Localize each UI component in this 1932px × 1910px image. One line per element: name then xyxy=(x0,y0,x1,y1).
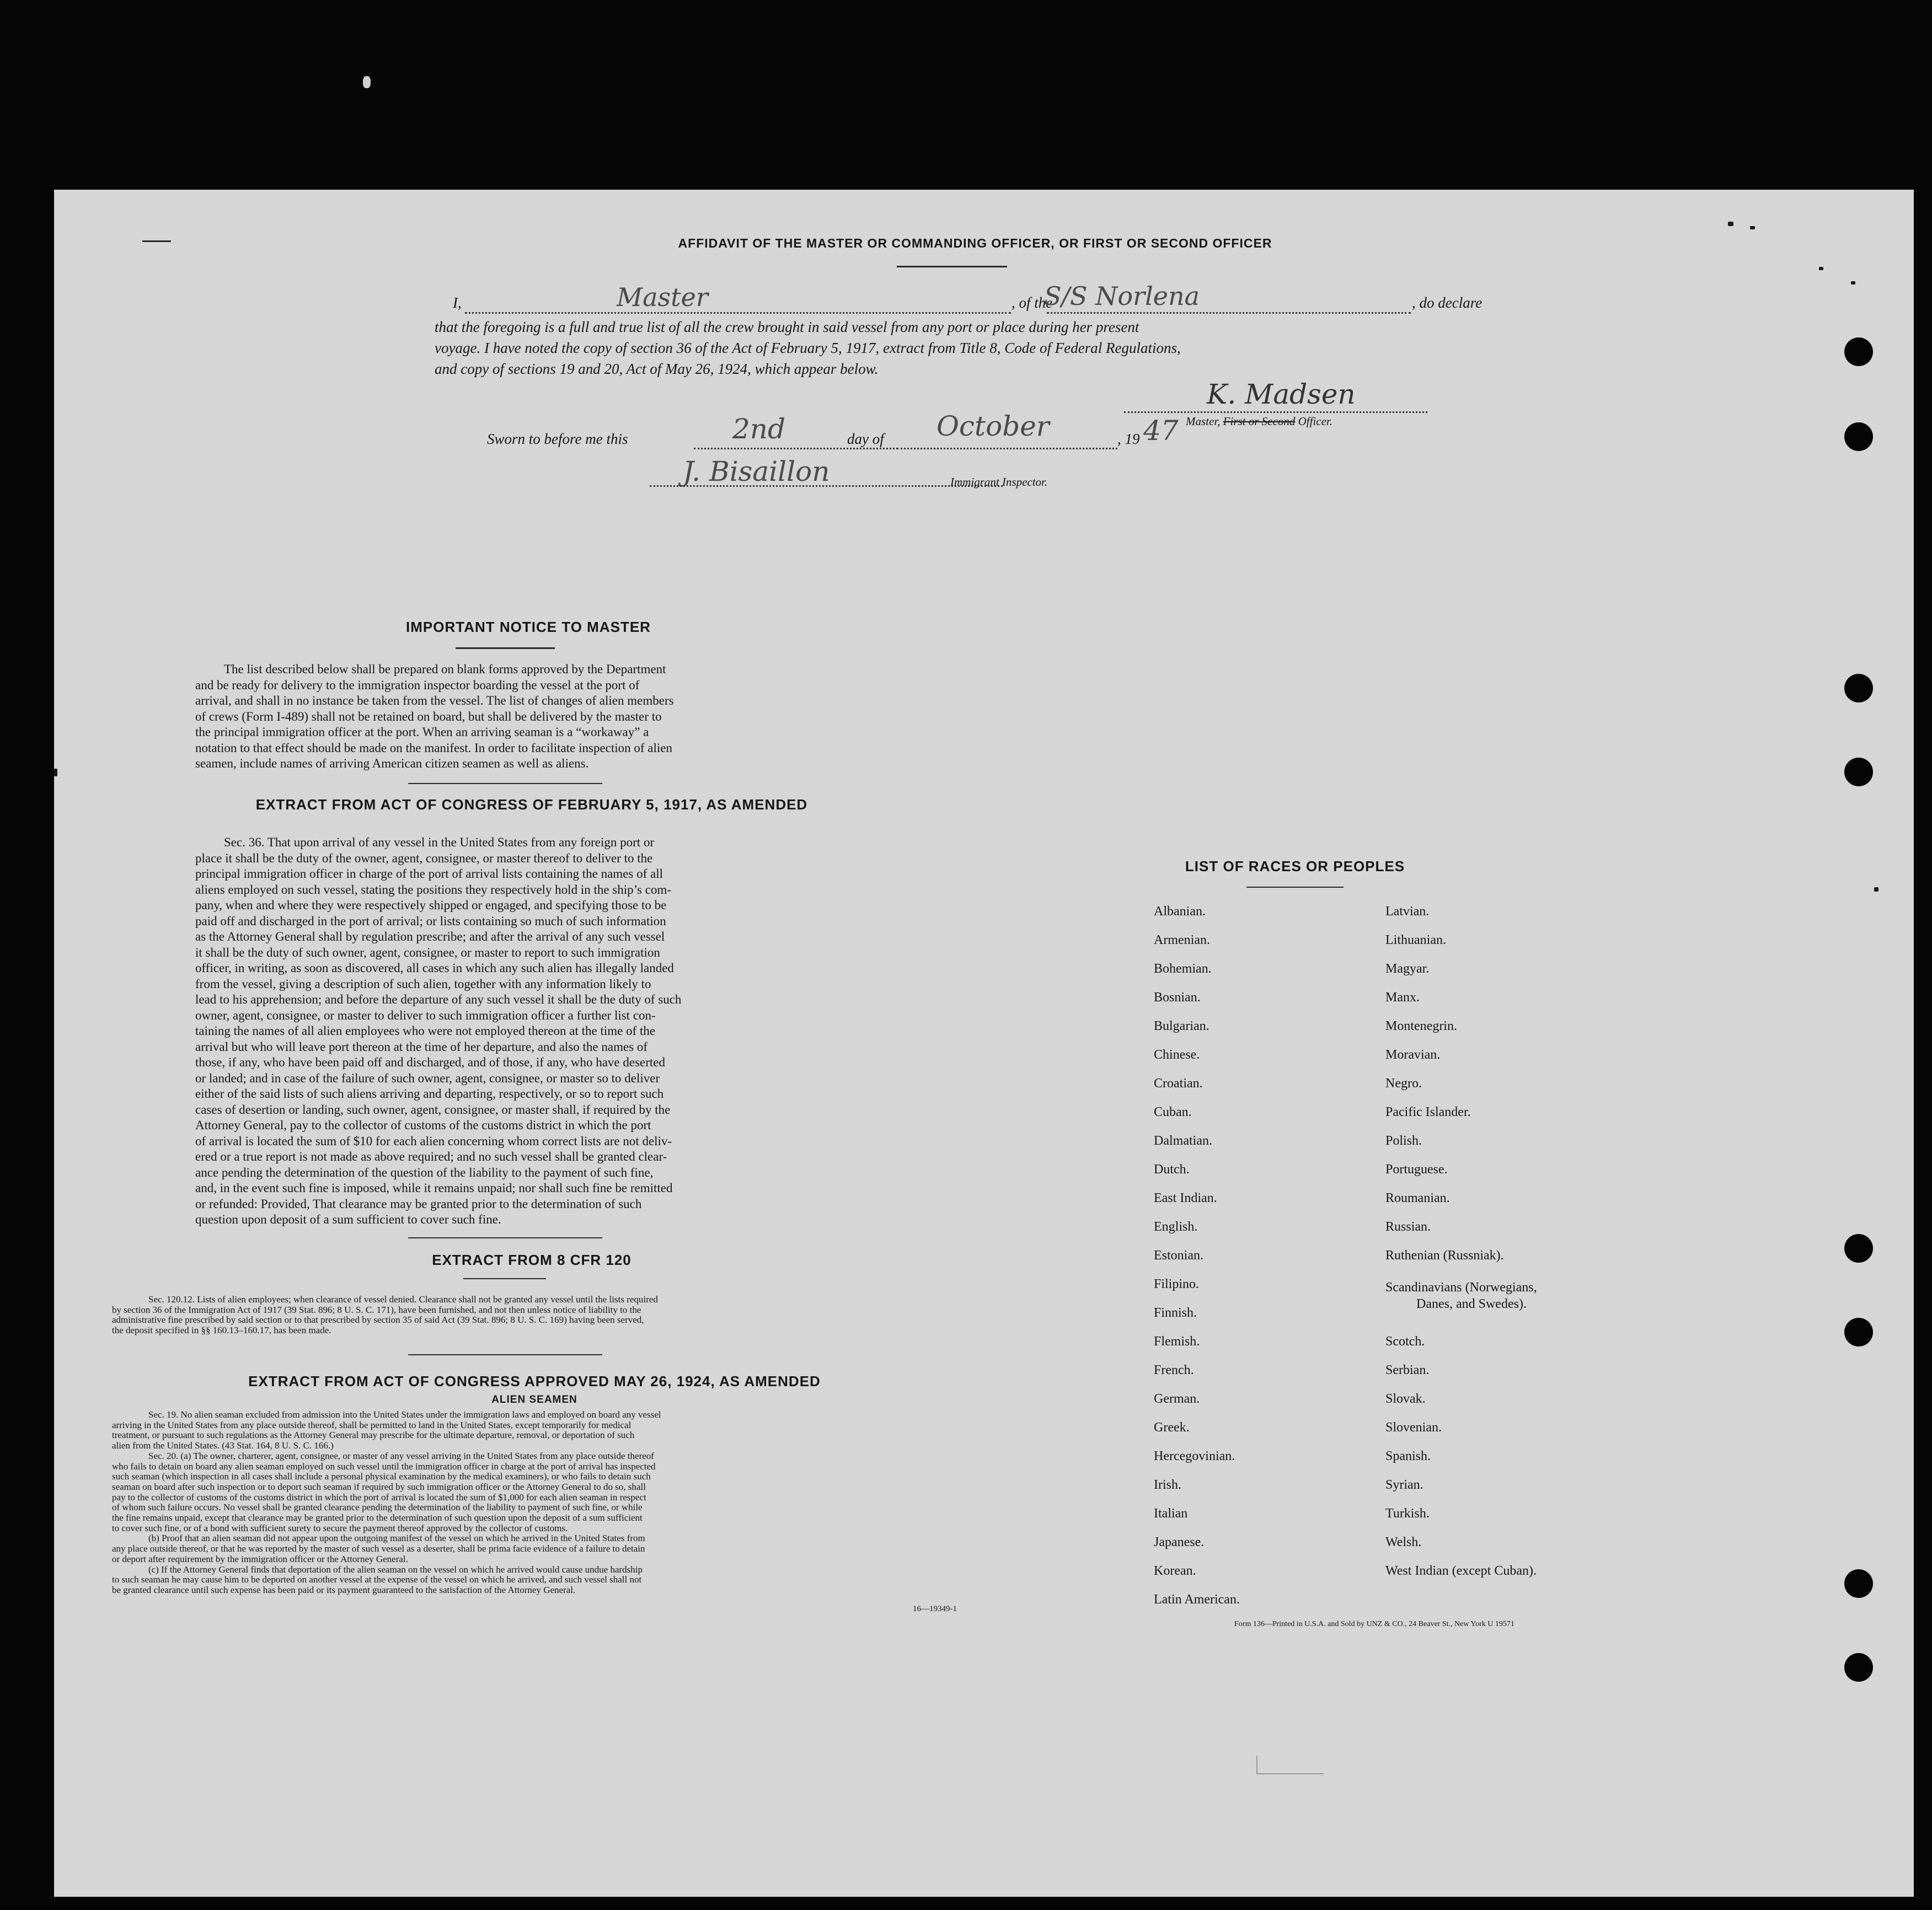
sworn-day-handwritten: 2nd xyxy=(732,413,786,445)
extract-1924-line: or deport after requirement by the immigration officer or the Attorney General. xyxy=(112,1553,408,1564)
extract-1917-line: or landed; and in case of the failure of such owner, agent, consignee, or master so to deliver xyxy=(195,1071,660,1085)
race-item: Pacific Islander. xyxy=(1385,1105,1471,1119)
punch-hole xyxy=(1844,758,1873,786)
extract-1917-line: pany, when and where they were respectively shipped or engaged, and specifying those to be xyxy=(195,898,667,912)
race-item: Moravian. xyxy=(1385,1048,1441,1062)
punch-hole xyxy=(1844,1234,1873,1263)
race-item: Danes, and Swedes). xyxy=(1416,1297,1527,1311)
extract-cfr-text xyxy=(112,1295,957,1336)
extract-1924-line: who fails to detain on board any alien seaman employed on such vessel until the immigration officer in charge at the port of arrival has inspected xyxy=(112,1461,656,1472)
speck xyxy=(1728,222,1733,226)
race-item: Manx. xyxy=(1385,990,1420,1005)
extract-1924-line: treatment, or pursuant to such regulations as the Attorney General may prescribe for the ultimate departure, removal, or deportation of such xyxy=(112,1430,635,1441)
inspector-signature: J. Bisaillon xyxy=(683,455,830,487)
extract-1917-end-rule xyxy=(408,1237,602,1238)
extract-1924-line: to such seaman he may cause him to be deported on another vessel at the expense of the vessel on which he arrived, and such vessel shall not xyxy=(112,1574,642,1585)
of-the-label: , of the xyxy=(1012,294,1053,311)
extract-1917-line: lead to his apprehension; and before the departure of any such vessel it shall be the duty of such xyxy=(195,992,682,1006)
i-label: I, xyxy=(453,294,462,311)
race-item: Filipino. xyxy=(1154,1277,1200,1291)
extract-1917-line: ered or a true report is not made as above required; and no such vessel shall be granted clear- xyxy=(195,1150,667,1163)
race-item: Scandinavians (Norwegians, xyxy=(1385,1280,1537,1295)
notice-line: seamen, include names of arriving American citizen seamen as well as aliens. xyxy=(195,757,589,770)
race-item: Armenian. xyxy=(1154,933,1210,947)
extract-cfr-line: the deposit specified in §§ 160.13–160.17, has been made. xyxy=(112,1325,331,1336)
race-item: Ruthenian (Russniak). xyxy=(1385,1248,1504,1263)
punch-hole xyxy=(1844,1569,1873,1598)
race-item: Dutch. xyxy=(1154,1162,1190,1177)
extract-cfr-title-rule xyxy=(463,1278,546,1279)
extract-1924-line: be granted clearance until such expense has been paid or its payment guaranteed to the satisfaction of the Attorney General. xyxy=(112,1584,576,1595)
race-item: Flemish. xyxy=(1154,1334,1200,1349)
extract-1924-subtitle: ALIEN SEAMEN xyxy=(491,1394,577,1405)
affidavit-line-3: voyage. I have noted the copy of section 36 of the Act of February 5, 1917, extract from Title 8, Code of Federal Regulations, xyxy=(435,340,1181,356)
race-item: Bosnian. xyxy=(1154,990,1201,1005)
race-item: Slovenian. xyxy=(1385,1420,1442,1435)
race-item: Croatian. xyxy=(1154,1076,1203,1091)
race-item: Russian. xyxy=(1385,1220,1431,1234)
race-item: Latvian. xyxy=(1385,904,1430,919)
race-item: Serbian. xyxy=(1385,1363,1430,1377)
notice-title-rule xyxy=(456,647,555,649)
affidavit-title: AFFIDAVIT OF THE MASTER OR COMMANDING OFFICER, OR FIRST OR SECOND OFFICER xyxy=(678,236,1272,250)
race-item: Finnish. xyxy=(1154,1306,1197,1320)
extract-1924-line: to cover such fine, or of a bond with sufficient surety to secure the payment thereof approved by the collector of customs. xyxy=(112,1522,568,1533)
extract-1924-line: Sec. 19. No alien seaman excluded from admission into the United States under the immigration laws and employed on board any vessel xyxy=(148,1409,661,1420)
extract-cfr-end-rule xyxy=(408,1354,602,1355)
extract-1917-line: officer, in writing, as soon as discovered, all cases in which any such alien has illegally landed xyxy=(195,961,674,975)
race-item: Albanian. xyxy=(1154,904,1206,919)
speck xyxy=(54,769,57,776)
form-code: 16—19349-1 xyxy=(913,1605,957,1613)
vessel-handwritten: S/S Norlena xyxy=(1044,281,1200,311)
extract-1917-line: Attorney General, pay to the collector of customs of the customs district in which the port xyxy=(195,1118,651,1132)
extract-1917-line: as the Attorney General shall by regulation prescribe; and after the arrival of any such vessel xyxy=(195,930,665,943)
race-item: German. xyxy=(1154,1392,1200,1406)
vessel-field-line xyxy=(1047,312,1411,314)
year-prefix: , 19 xyxy=(1117,431,1140,447)
sworn-month-line xyxy=(897,448,1117,449)
race-item: Japanese. xyxy=(1154,1535,1205,1549)
affidavit-line-4: and copy of sections 19 and 20, Act of May 26, 1924, which appear below. xyxy=(435,361,879,377)
affidavit-line-2: that the foregoing is a full and true list of all the crew brought in said vessel from any port or place during her present xyxy=(435,319,1139,335)
notice-end-rule xyxy=(408,783,602,784)
speck xyxy=(1819,267,1823,270)
extract-1924-line: (b) Proof that an alien seaman did not appear upon the outgoing manifest of the vessel on which he arrived in the United States from xyxy=(148,1533,645,1544)
speck xyxy=(1851,281,1855,285)
master-signature: K. Madsen xyxy=(1207,378,1356,410)
punch-hole xyxy=(1844,674,1873,702)
notice-line: arrival, and shall in no instance be taken from the vessel. The list of changes of alien members xyxy=(195,694,674,707)
notice-line: The list described below shall be prepared on blank forms approved by the Department xyxy=(224,662,666,676)
extract-1917-title: EXTRACT FROM ACT OF CONGRESS OF FEBRUARY 5, 1917, AS AMENDED xyxy=(255,796,808,813)
punch-hole xyxy=(1844,1653,1873,1682)
notice-line: and be ready for delivery to the immigration inspector boarding the vessel at the port of xyxy=(195,678,640,692)
races-title: LIST OF RACES OR PEOPLES xyxy=(1185,858,1405,874)
form-corner-mark xyxy=(1256,1756,1324,1774)
speck xyxy=(1750,226,1755,229)
extract-1924-line: arriving in the United States from any place outside thereof, shall be permitted to land in the United States, except temporarily for medical xyxy=(112,1419,631,1430)
race-item: Lithuanian. xyxy=(1385,933,1446,947)
dust-speck xyxy=(363,76,371,88)
extract-cfr-line: administrative fine prescribed by said section or to that prescribed by section 35 of said Act (39 Stat. 896; 8 U. S. C. 169) having been served, xyxy=(112,1315,644,1326)
name-handwritten: Master xyxy=(617,282,708,312)
race-item: Greek. xyxy=(1154,1420,1190,1435)
extract-1924-line: alien from the United States. (43 Stat. 164, 8 U. S. C. 166.) xyxy=(112,1440,334,1451)
race-item: Roumanian. xyxy=(1385,1191,1450,1205)
notice-title: IMPORTANT NOTICE TO MASTER xyxy=(406,619,651,635)
inspector-signature-line xyxy=(650,485,1003,487)
race-item: Korean. xyxy=(1154,1564,1196,1578)
punch-hole xyxy=(1844,337,1873,366)
extract-1917-line: of arrival is located the sum of $10 for each alien concerning whom correct lists are not deliv- xyxy=(195,1134,672,1148)
extract-1924-line: Sec. 20. (a) The owner, charterer, agent, consignee, or master of any vessel arriving in the United States from any place outside thereof xyxy=(148,1450,654,1461)
race-item: Scotch. xyxy=(1385,1334,1425,1349)
race-item: Montenegrin. xyxy=(1385,1019,1457,1033)
extract-1917-line: it shall be the duty of such owner, agent, consignee, or master to report to such immigration xyxy=(195,945,660,959)
day-of-label: day of xyxy=(847,431,884,447)
extract-1924-line: the fine remains unpaid, except that clearance may be granted prior to the determination of such question upon the deposit of a sum sufficient xyxy=(112,1512,643,1523)
name-field-line xyxy=(465,312,1011,314)
master-label-b: Officer. xyxy=(1295,415,1332,428)
extract-1917-line: principal immigration officer in charge of the port of arrival lists containing the names of all xyxy=(195,867,663,881)
race-item: Syrian. xyxy=(1385,1478,1423,1492)
extract-1924-line: (c) If the Attorney General finds that deportation of the alien seaman on the vessel on which he arrived would cause undue hardship xyxy=(148,1564,643,1575)
inspector-label: Immigrant Inspector. xyxy=(950,475,1048,489)
notice-line: notation to that effect should be made on the manifest. In order to facilitate inspection of alien xyxy=(195,741,672,755)
extract-1924-line: any place outside thereof, or that he was reported by the master of such vessel as a deserter, shall be prima facie evidence of a failure to detain xyxy=(112,1543,645,1554)
form-sheet xyxy=(54,190,1914,1897)
sworn-day-line xyxy=(694,448,898,449)
extract-cfr-title: EXTRACT FROM 8 CFR 120 xyxy=(432,1252,631,1268)
punch-hole xyxy=(1844,422,1873,451)
race-item: Spanish. xyxy=(1385,1449,1431,1463)
printer-imprint: Form 136—Printed in U.S.A. and Sold by UNZ & CO., 24 Beaver St., New York U 19571 xyxy=(1234,1620,1514,1628)
extract-1924-text xyxy=(112,1410,957,1596)
extract-1917-line: aliens employed on such vessel, stating the positions they respectively hold in the ship’s com- xyxy=(195,882,671,897)
race-item: Polish. xyxy=(1385,1134,1422,1148)
extract-1917-line: ance pending the determination of the question of the liability to the payment of such fine, xyxy=(195,1165,654,1179)
extract-1917-line: place it shall be the duty of the owner, agent, consignee, or master thereof to deliver to the xyxy=(195,851,653,865)
extract-1924-title: EXTRACT FROM ACT OF CONGRESS APPROVED MAY 26, 1924, AS AMENDED xyxy=(248,1373,821,1389)
punch-hole xyxy=(1844,1318,1873,1346)
master-label-struck: First or Second xyxy=(1223,415,1296,428)
race-item: Irish. xyxy=(1154,1478,1181,1492)
notice-line: the principal immigration officer at the port. When an arriving seaman is a “workaway” a xyxy=(195,725,649,739)
race-item: Welsh. xyxy=(1385,1535,1422,1549)
extract-1917-line: arrival but who will leave port thereon at the time of her departure, and also the names of xyxy=(195,1039,648,1054)
race-item: Latin American. xyxy=(1154,1592,1240,1607)
extract-1924-line: pay to the collector of customs of the customs district in which the port of arrival is located the sum of $1,000 for each alien seaman in respect xyxy=(112,1491,646,1503)
race-item: Bulgarian. xyxy=(1154,1019,1209,1033)
race-item: Cuban. xyxy=(1154,1105,1192,1119)
race-item: Turkish. xyxy=(1385,1506,1430,1521)
affidavit-title-rule xyxy=(897,266,1007,267)
race-item: Italian xyxy=(1154,1506,1188,1521)
extract-1917-line: Sec. 36. That upon arrival of any vessel in the United States from any foreign port or xyxy=(224,835,655,849)
extract-1917-line: those, if any, who have been paid off and discharged, and of those, if any, who have deserted xyxy=(195,1055,666,1069)
extract-1917-line: question upon deposit of a sum sufficient to cover such fine. xyxy=(195,1212,501,1226)
notice-line: of crews (Form I-489) shall not be retained on board, but shall be delivered by the master to xyxy=(195,709,662,723)
extract-1917-text xyxy=(195,835,868,1228)
extract-1917-line: either of the said lists of such aliens arriving and departing, respectively, or so to report such xyxy=(195,1087,664,1101)
races-title-rule xyxy=(1246,887,1344,888)
race-item: French. xyxy=(1154,1363,1194,1377)
speck xyxy=(1874,887,1879,892)
race-item: Estonian. xyxy=(1154,1248,1203,1263)
sworn-month-handwritten: October xyxy=(936,410,1050,442)
do-declare-label: , do declare xyxy=(1412,294,1483,311)
race-item: Portuguese. xyxy=(1385,1162,1448,1177)
header-mark-left xyxy=(142,240,171,242)
sworn-label: Sworn to before me this xyxy=(487,431,628,447)
extract-1917-line: or refunded: Provided, That clearance may be granted prior to the determination of such xyxy=(195,1197,642,1211)
notice-text xyxy=(195,662,868,772)
race-item: West Indian (except Cuban). xyxy=(1385,1564,1537,1578)
master-label-a: Master, xyxy=(1186,415,1223,428)
extract-1917-line: and, in the event such fine is imposed, while it remains unpaid; nor shall such fine be remitted xyxy=(195,1181,673,1195)
extract-cfr-line: Sec. 120.12. Lists of alien employees; when clearance of vessel denied. Clearance shall not be granted any vessel until the lists required xyxy=(148,1294,658,1305)
master-signature-line xyxy=(1124,411,1427,413)
race-item: Chinese. xyxy=(1154,1048,1200,1062)
extract-1917-line: taining the names of all alien employees who were not employed thereon at the time of the xyxy=(195,1024,656,1038)
race-item: Negro. xyxy=(1385,1076,1422,1091)
race-item: English. xyxy=(1154,1220,1198,1234)
extract-1917-line: paid off and discharged in the port of arrival; or lists containing so much of such information xyxy=(195,914,666,928)
extract-1924-line: of whom such failure occurs. No vessel shall be granted clearance pending the determination of the liability to payment of such fine, or while xyxy=(112,1502,643,1513)
race-item: Hercegovinian. xyxy=(1154,1449,1235,1463)
extract-cfr-line: by section 36 of the Immigration Act of 1917 (39 Stat. 896; 8 U. S. C. 171), have been furnished, and not then unless notice of liability to the xyxy=(112,1304,641,1315)
race-item: Dalmatian. xyxy=(1154,1134,1212,1148)
race-item: Slovak. xyxy=(1385,1392,1426,1406)
extract-1917-line: owner, agent, consignee, or master to deliver to such immigration officer a further list con- xyxy=(195,1008,656,1022)
race-item: Magyar. xyxy=(1385,962,1430,976)
race-item: Bohemian. xyxy=(1154,962,1212,976)
extract-1924-line: seaman on board after such inspection or to deport such seaman if required by such immigration officer or the Attorney General to do so, shall xyxy=(112,1481,646,1492)
year-handwritten: 47 xyxy=(1143,415,1179,447)
race-item: East Indian. xyxy=(1154,1191,1217,1205)
extract-1924-line: such seaman (which inspection in all cases shall include a personal physical examination by the medical examiners), or who fails to detain such xyxy=(112,1471,651,1482)
master-title-label xyxy=(1186,415,1332,428)
extract-1917-line: cases of desertion or landing, such owner, agent, consignee, or master shall, if required by the xyxy=(195,1102,671,1117)
extract-1917-line: from the vessel, giving a description of such alien, together with any information likely to xyxy=(195,977,651,991)
